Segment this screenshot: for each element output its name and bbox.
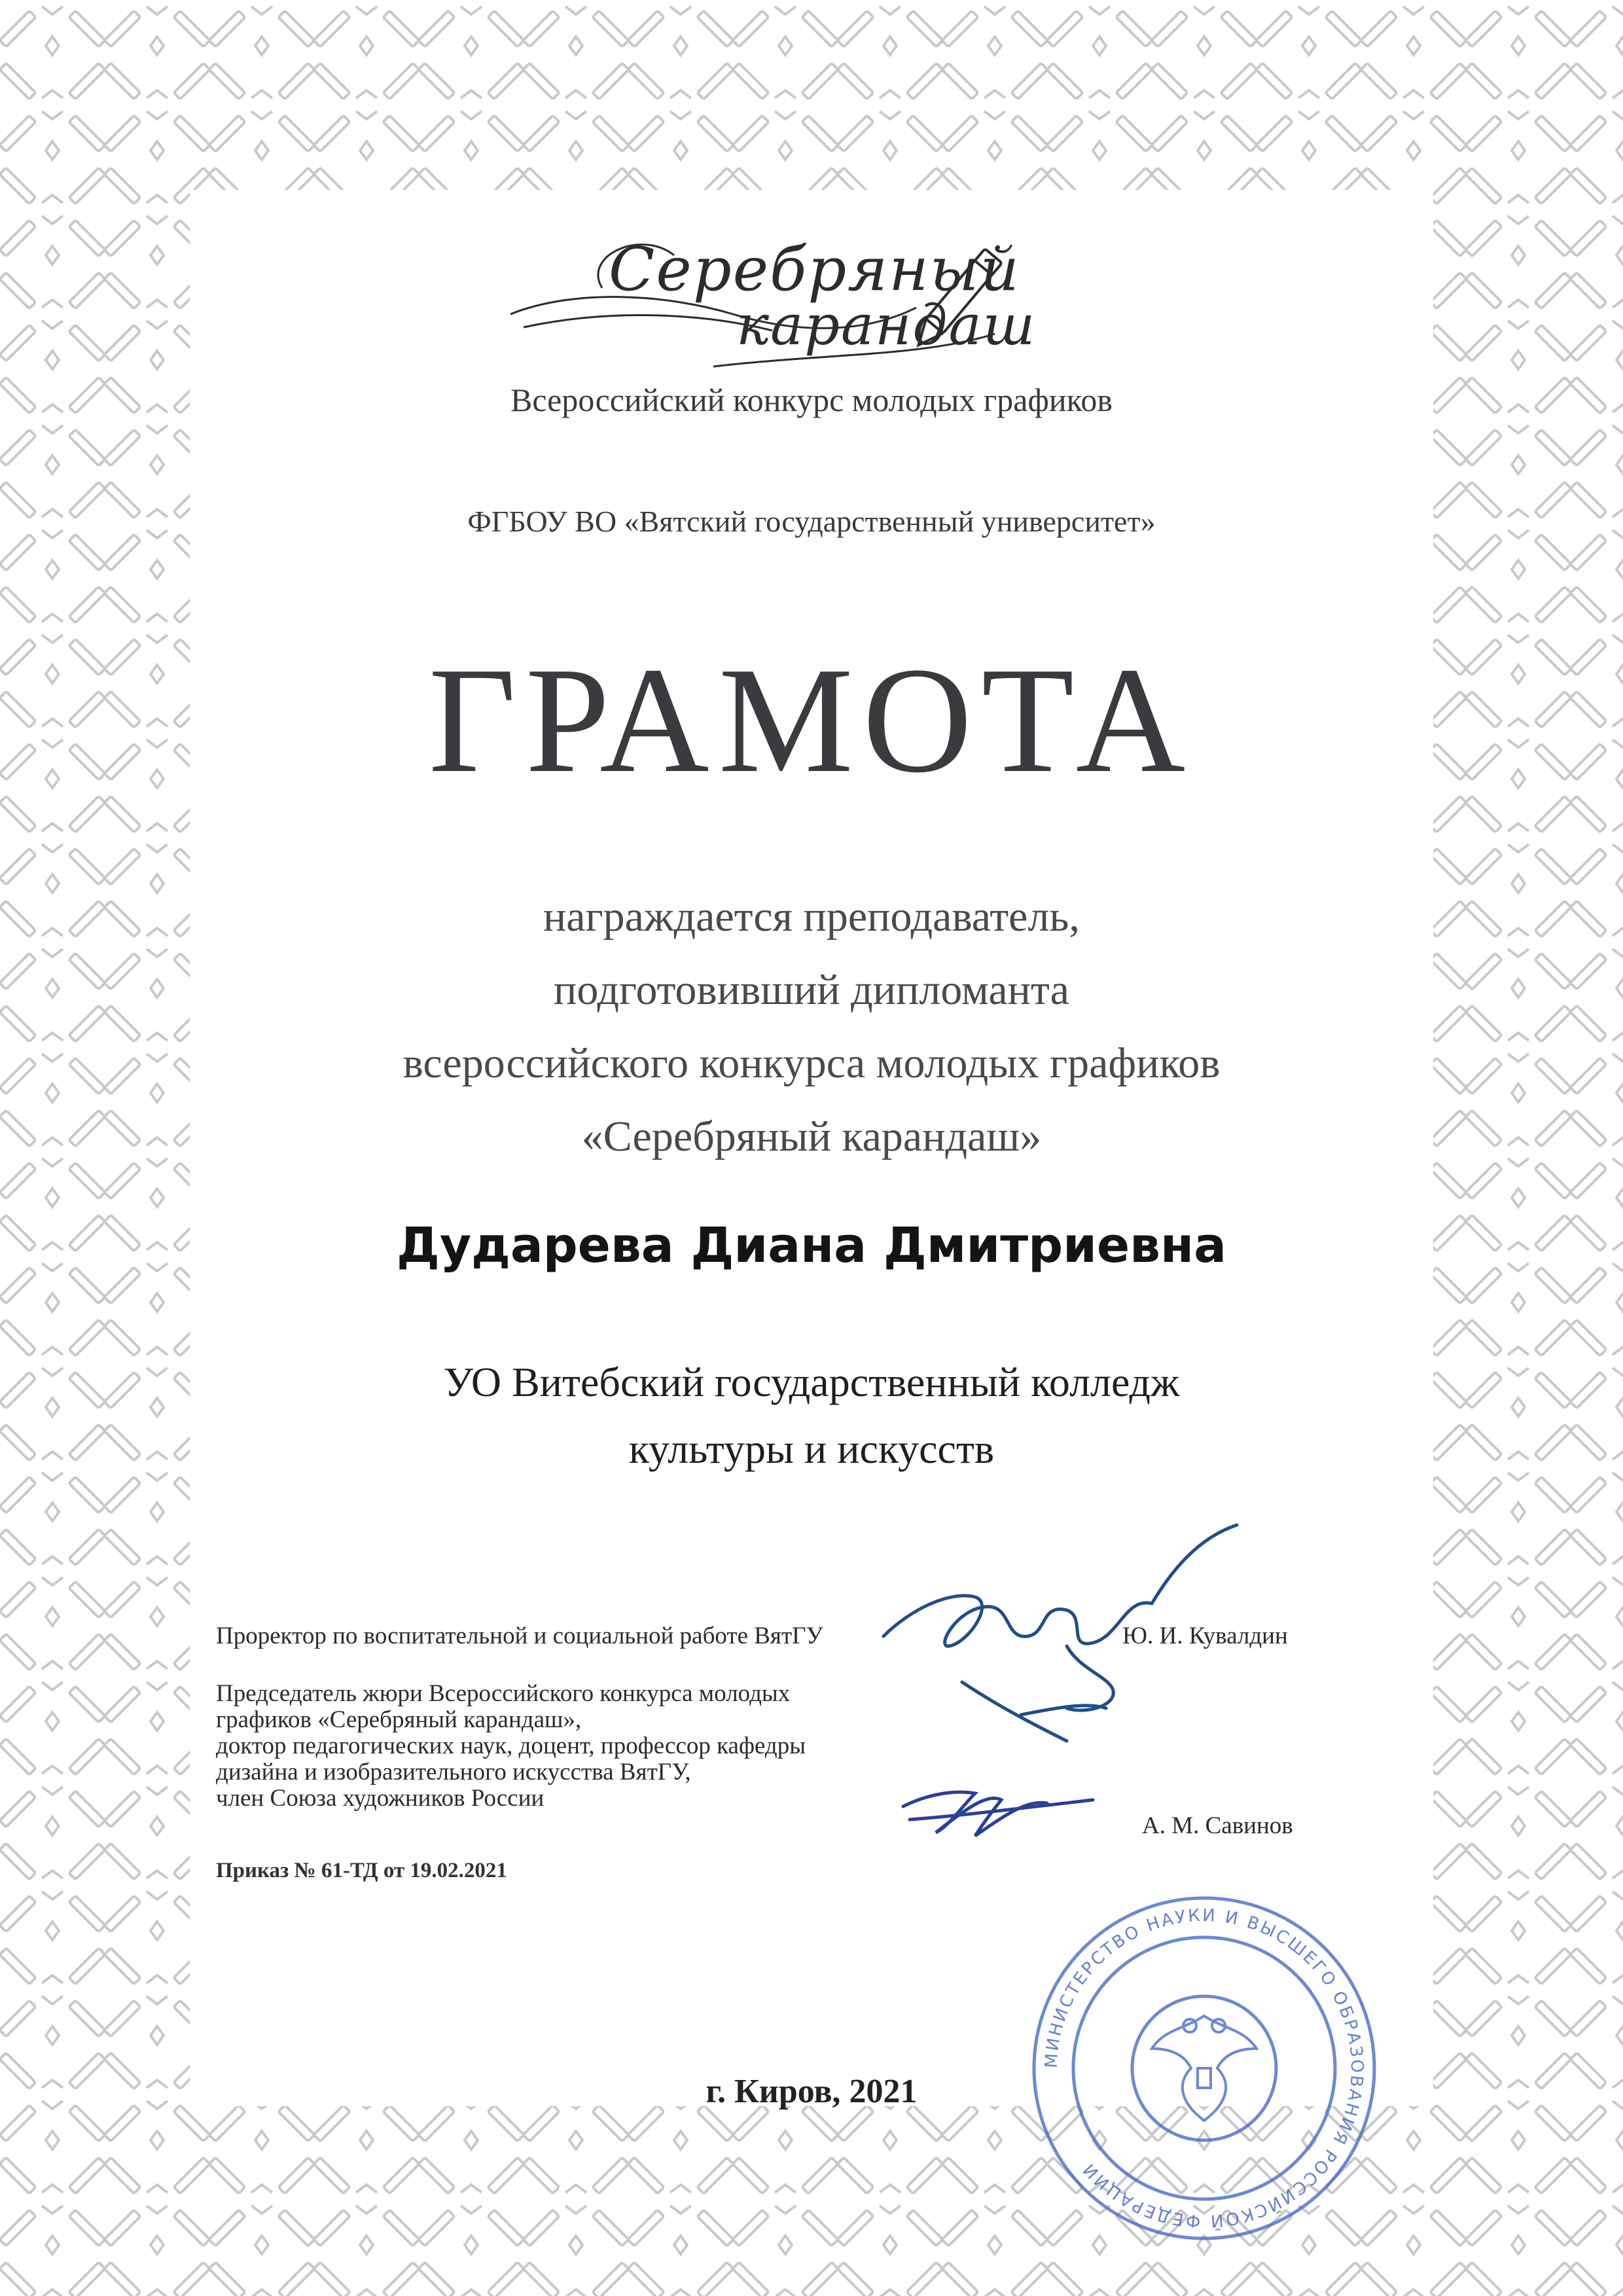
- stamp-text: МИНИСТЕРСТВО НАУКИ И ВЫСШЕГО ОБРАЗОВАНИЯ РОССИЙСКОЙ ФЕДЕРАЦИИ: [1041, 1905, 1367, 2231]
- signatory-1-name: Ю. И. Кувалдин: [1122, 1623, 1288, 1649]
- signatory-2-role-line: член Союза художников России: [216, 1784, 544, 1812]
- award-text-line: награждается преподаватель,: [543, 893, 1080, 941]
- recipient-name: Дударева Диана Дмитриевна: [396, 1217, 1227, 1274]
- signatory-2-role-line: доктор педагогических наук, доцент, профессор кафедры: [216, 1732, 806, 1759]
- award-text-line: всероссийского конкурса молодых графиков: [402, 1039, 1221, 1087]
- signature-2-handwritten: [897, 1754, 1106, 1852]
- signatory-2-role: [216, 1681, 806, 1812]
- signatory-2-role-line: дизайна и изобразительного искусства ВятГУ,: [216, 1758, 691, 1785]
- contest-logo: [497, 216, 1086, 380]
- college-line: УО Витебский государственный колледж: [443, 1359, 1180, 1405]
- award-text-line: «Серебряный карандаш»: [581, 1113, 1042, 1160]
- signatory-2-role-line: графиков «Серебряный карандаш»,: [216, 1706, 582, 1733]
- signature-1-handwritten: [870, 1512, 1276, 1787]
- order-reference: Приказ № 61-ТД от 19.02.2021: [216, 1859, 507, 1882]
- place-and-year: г. Киров, 2021: [705, 2073, 918, 2110]
- college-line: культуры и искусств: [628, 1426, 995, 1472]
- logo-line-2: карандаш: [736, 293, 1037, 357]
- certificate-title: ГРАМОТА: [428, 636, 1195, 804]
- signatory-2-role-line: Председатель жюри Всероссийского конкурса молодых: [216, 1680, 791, 1707]
- logo-line-1: Серебряный: [609, 234, 1020, 304]
- signatory-1-role: Проректор по воспитательной и социальной работе ВятГУ: [216, 1623, 823, 1649]
- contest-subtitle: Всероссийский конкурс молодых графиков: [510, 382, 1113, 418]
- award-text-line: подготовивший дипломанта: [554, 966, 1069, 1014]
- university-name: ФГБОУ ВО «Вятский государственный университет»: [467, 505, 1156, 538]
- signatory-2-name: А. М. Савинов: [1142, 1812, 1293, 1839]
- official-seal: [1021, 1885, 1387, 2251]
